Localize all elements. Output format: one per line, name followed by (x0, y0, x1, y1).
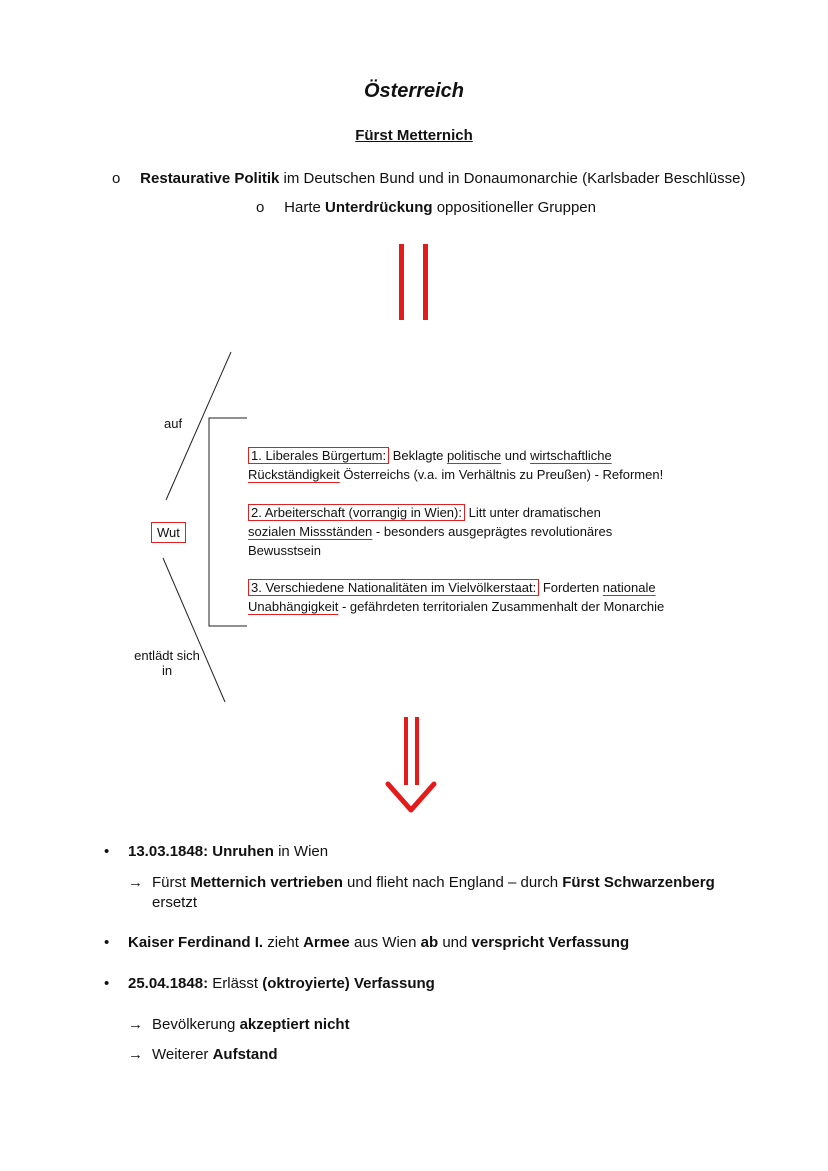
dot-bullet-icon: • (104, 934, 110, 951)
event-1-sub (128, 873, 715, 913)
intro-b1-text: im Deutschen Bund und in Donaumonarchie (Karlsbader Beschlüsse) (279, 170, 746, 187)
event-2-text: und (438, 934, 472, 951)
dot-bullet-icon: • (104, 843, 110, 860)
label-auf: auf (164, 416, 183, 431)
group-3-label: 3. Verschiedene Nationalitäten im Vielvölkerstaat: (248, 579, 539, 596)
group-3-underline: nationale (602, 580, 656, 595)
event-3-bold: 25.04.1848: (128, 975, 209, 992)
group-1-text: Österreichs (v.a. im Verhältnis zu Preußen) - Reformen! (339, 467, 664, 482)
event-3-sub1-bold: akzeptiert nicht (239, 1016, 350, 1033)
page-subtitle: Fürst Metternich (355, 127, 473, 144)
group-2-text: - besonders ausgeprägtes revolutionäres (372, 524, 613, 539)
event-3-sub2-bold: Aufstand (212, 1046, 278, 1063)
circle-bullet-icon: o (256, 199, 265, 216)
intro-b2-bold: Unterdrückung (325, 199, 433, 216)
dot-bullet-icon: • (104, 975, 110, 992)
group-3-underline: Unabhängigkeit (248, 599, 339, 614)
event-1 (104, 843, 328, 860)
event-2 (104, 934, 629, 951)
event-1-sub-bold: Metternich vertrieben (190, 874, 343, 891)
event-3-bold: (oktroyierte) Verfassung (262, 975, 435, 992)
group-1-text: Beklagte (389, 448, 447, 463)
event-2-bold: Kaiser Ferdinand I. (128, 934, 264, 951)
event-2-text: aus Wien (349, 934, 421, 951)
intro-b2-pre: Harte (284, 199, 326, 216)
down-arrow-icon (380, 712, 450, 822)
event-1-sub-text: und flieht nach England – durch (342, 874, 563, 891)
page-title: Österreich (363, 80, 465, 102)
group-1-underline: wirtschaftliche (530, 448, 612, 463)
circle-bullet-icon: o (112, 170, 121, 187)
group-2 (248, 503, 718, 560)
event-1-sub-line2: ersetzt (152, 894, 198, 911)
intro-b2-text: oppositioneller Gruppen (432, 199, 596, 216)
group-1-underline: Rückständigkeit (248, 467, 340, 482)
arrow-right-icon: → (128, 1016, 143, 1033)
double-bar-right-icon (423, 244, 428, 320)
intro-b1-bold: Restaurative Politik (140, 170, 280, 187)
arrow-right-icon: → (128, 874, 143, 891)
arrow-right-icon: → (128, 1046, 143, 1063)
group-2-text: Litt unter dramatischen (464, 505, 601, 520)
group-3 (248, 578, 728, 616)
group-2-underline: sozialen Missständen (248, 524, 373, 539)
event-1-text: in Wien (273, 843, 329, 860)
event-2-bold: Armee (303, 934, 350, 951)
double-bar-left-icon (399, 244, 404, 320)
event-1-sub-text: Fürst (152, 874, 191, 891)
label-entlaedt-line2: in (161, 663, 173, 678)
event-3-sub1-text: Bevölkerung (152, 1016, 240, 1033)
event-2-bold: verspricht Verfassung (471, 934, 630, 951)
intro-bullet-1 (112, 170, 745, 187)
event-1-bold: 13.03.1848: Unruhen (128, 843, 274, 860)
group-bracket (209, 418, 247, 626)
lower-diagonal-line (163, 558, 225, 702)
event-3-sub-2 (128, 1046, 278, 1063)
label-entlaedt-line1: entlädt sich (134, 648, 200, 663)
group-1-label: 1. Liberales Bürgertum: (248, 447, 389, 464)
event-3-text: Erlässt (208, 975, 263, 992)
group-1 (248, 446, 718, 484)
label-wut: Wut (151, 522, 186, 543)
group-1-underline: politische (446, 448, 502, 463)
event-2-text: zieht (263, 934, 304, 951)
event-3 (104, 975, 435, 992)
event-1-sub-bold: Fürst Schwarzenberg (562, 874, 715, 891)
group-1-text: und (501, 448, 531, 463)
group-2-label: 2. Arbeiterschaft (vorrangig in Wien): (248, 504, 465, 521)
event-2-bold: ab (420, 934, 439, 951)
group-3-text: Forderten (539, 580, 603, 595)
event-3-sub2-text: Weiterer (152, 1046, 213, 1063)
group-2-text: Bewusstsein (248, 543, 321, 558)
intro-bullet-2 (256, 199, 596, 216)
label-entlaedt (131, 648, 203, 678)
event-3-sub-1 (128, 1016, 350, 1033)
group-3-text: - gefährdeten territorialen Zusammenhalt der Monarchie (338, 599, 665, 614)
